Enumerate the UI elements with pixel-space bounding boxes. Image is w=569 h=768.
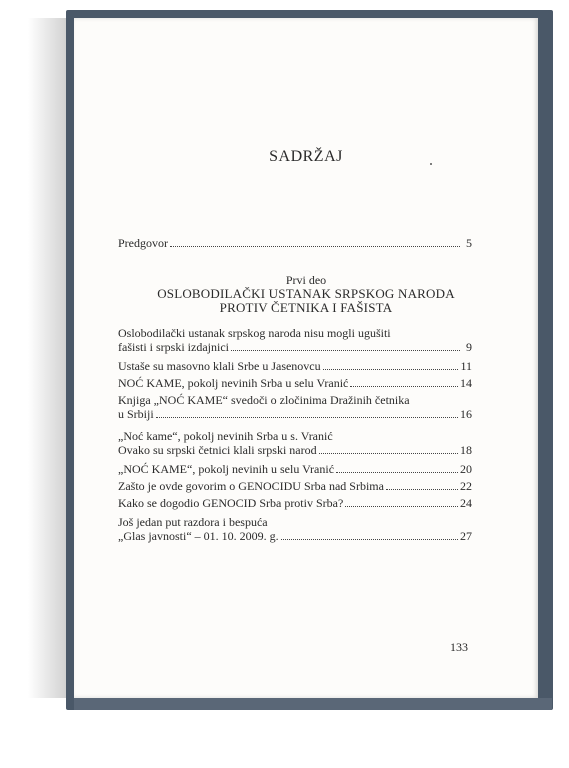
section-heading — [74, 273, 538, 315]
toc-entry-text: Predgovor — [118, 236, 168, 250]
section-label: Prvi deo — [285, 273, 327, 287]
toc-page-number: 27 — [460, 529, 472, 543]
toc-entry-line1: „Noć kame“, pokolj nevinih Srba u s. Vranić — [118, 429, 333, 443]
toc-entry — [118, 515, 472, 543]
book-page — [74, 18, 538, 698]
toc-entry — [118, 326, 472, 354]
leader-dots — [156, 416, 458, 418]
leader-dots — [319, 452, 458, 454]
toc-entry — [118, 479, 472, 493]
page-title: SADRŽAJ — [269, 148, 343, 165]
toc-page-number: 9 — [466, 340, 472, 354]
toc-entry — [118, 496, 472, 510]
leader-dots — [336, 471, 458, 473]
toc-entry — [118, 376, 472, 390]
toc-page-number: 16 — [460, 407, 472, 421]
toc-entry-text: „Glas javnosti“ – 01. 10. 2009. g. — [118, 529, 279, 543]
section-title-line1: OSLOBODILAČKI USTANAK SRPSKOG NARODA — [157, 286, 455, 301]
toc-entry-text: Kako se dogodio GENOCID Srba protiv Srba? — [118, 496, 344, 510]
toc-entry-text: Ovako su srpski četnici klali srpski narod — [118, 443, 317, 457]
toc-entry-preface — [118, 236, 472, 250]
toc-entry-line1: Knjiga „NOĆ KAME“ svedoči o zločinima Dražinih četnika — [118, 393, 410, 407]
book-cover-edge — [74, 698, 552, 710]
toc-entry-text: NOĆ KAME, pokolj nevinih Srba u selu Vranić — [118, 376, 349, 390]
toc-page-number: 20 — [460, 462, 472, 476]
toc-entry — [118, 462, 472, 476]
leader-dots — [350, 385, 458, 387]
leader-dots — [345, 505, 458, 507]
page-number: 133 — [450, 640, 468, 654]
section-title-line2: PROTIV ČETNIKA I FAŠISTA — [219, 300, 393, 315]
leader-dots — [281, 538, 458, 540]
toc-entry — [118, 359, 472, 373]
toc-entry — [118, 393, 472, 421]
toc-page-number: 18 — [460, 443, 472, 457]
toc-page-number: 5 — [466, 236, 472, 250]
toc-entry-line1: Oslobodilački ustanak srpskog naroda nisu mogli ugušiti — [118, 326, 391, 340]
toc-page-number: 22 — [460, 479, 472, 493]
toc-entry-text: „NOĆ KAME“, pokolj nevinih u selu Vranić — [118, 462, 335, 476]
leader-dots — [231, 349, 460, 351]
toc-page-number: 24 — [460, 496, 472, 510]
toc-entry-text: Ustaše su masovno klali Srbe u Jasenovcu — [118, 359, 321, 373]
toc-page-number: 14 — [460, 376, 472, 390]
leader-dots — [170, 245, 460, 247]
toc-entry-text: Zašto je ovde govorim o GENOCIDU Srba nad Srbima — [118, 479, 384, 493]
toc-entry-line1: Još jedan put razdora i bespuća — [118, 515, 268, 529]
leader-dots — [323, 368, 459, 370]
toc-page-number: 11 — [460, 359, 472, 373]
toc-entry-text: fašisti i srpski izdajnici — [118, 340, 229, 354]
toc-entry-text: u Srbiji — [118, 407, 154, 421]
toc-entry — [118, 429, 472, 457]
leader-dots — [386, 488, 458, 490]
